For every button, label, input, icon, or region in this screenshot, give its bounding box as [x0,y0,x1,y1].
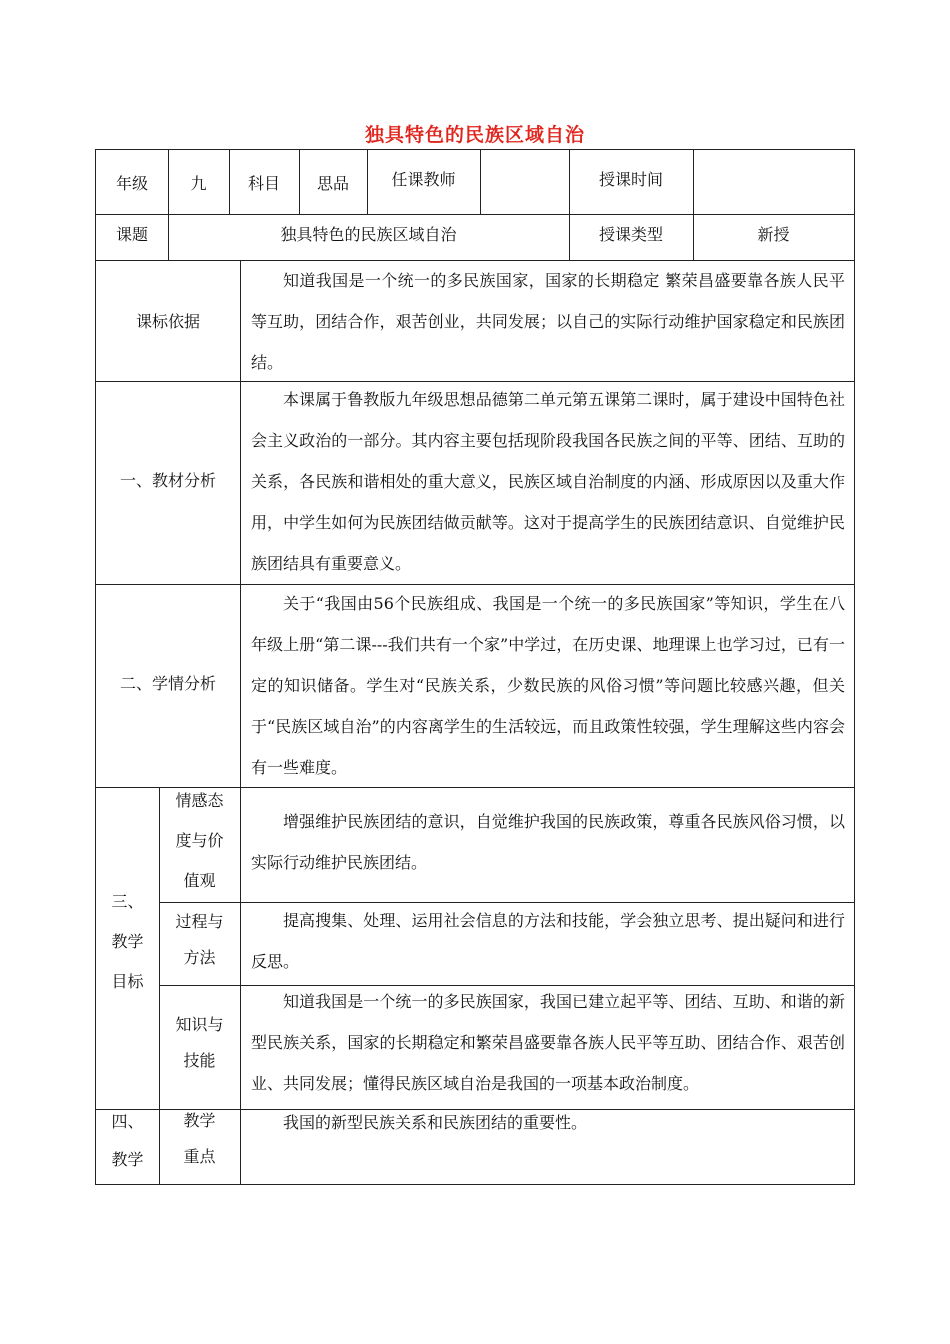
teacher-label: 任课教师 [391,169,456,189]
objective-knowledge-text: 知道我国是一个统一的多民族国家，我国已建立起平等、团结、互助、和谐的新型民族关系，国家的长期稳定和繁荣昌盛要靠各族人民平等互助、团结合作、艰苦创业、共同发展；懂得民族区域自治是我国的一项基本政治制度。 [251,992,845,1093]
teacher-value [480,150,569,214]
student-analysis-label: 二、学情分析 [119,673,216,693]
objectives-label: 三、 教学 目标 [111,892,144,991]
section-four-label: 四、 教学 [111,1112,144,1169]
time-label: 授课时间 [598,169,663,189]
curriculum-label: 课标依据 [135,312,200,331]
time-value [693,150,854,214]
objective-attitude-text: 增强维护民族团结的意识，自觉维护我国的民族政策，尊重各民族风俗习惯，以实际行动维护民族团结。 [251,812,845,872]
page-title: 独具特色的民族区域自治 [364,124,585,146]
curriculum-text: 知道我国是一个统一的多民族国家，国家的长期稳定 繁荣昌盛要靠各族人民平等互助，团结合作，艰苦创业，共同发展；以自己的实际行动维护国家稳定和民族团结。 [251,271,845,372]
col-divider [240,260,241,1184]
topic-value: 独具特色的民族区域自治 [280,224,457,244]
grade-label: 年级 [115,173,148,193]
objective-process-text: 提高搜集、处理、运用社会信息的方法和技能，学会独立思考、提出疑问和进行反思。 [251,911,845,971]
textbook-analysis-label: 一、教材分析 [119,470,216,490]
grade-value: 九 [190,173,207,193]
student-analysis-text: 关于“我国由56个民族组成、我国是一个统一的多民族国家”等知识，学生在八年级上册“第二课---我们共有一个家”中学过，在历史课、地理课上也学习过，已有一定的知识储备。学生对“民族关系，少数民族的风俗习惯”等问题比较感兴趣，但关于“民族区域自治”的内容离学生的生活较远，而且政策性较强，学生理解这些内容会有一些难度。 [251,594,845,777]
objective-process-label: 过程与 方法 [175,912,224,967]
key-points-text: 我国的新型民族关系和民族团结的重要性。 [283,1113,588,1132]
lesson-type-value: 新授 [757,224,790,244]
objective-knowledge-label: 知识与 技能 [175,1015,224,1070]
subject-label: 科目 [247,173,280,193]
lesson-type-label: 授课类型 [598,224,663,244]
topic-label: 课题 [115,224,148,244]
objective-attitude-label: 情感态 度与价 值观 [175,791,224,890]
subject-value: 思品 [316,173,349,193]
key-points-label: 教学 重点 [183,1111,216,1166]
textbook-analysis-text: 本课属于鲁教版九年级思想品德第二单元第五课第二课时，属于建设中国特色社会主义政治的一部分。其内容主要包括现阶段我国各民族之间的平等、团结、互助的关系，各民族和谐相处的重大意义，民族区域自治制度的内涵、形成原因以及重大作用，中学生如何为民族团结做贡献等。这对于提高学生的民族团结意识、自觉维护民族团结具有重要意义。 [251,390,845,573]
